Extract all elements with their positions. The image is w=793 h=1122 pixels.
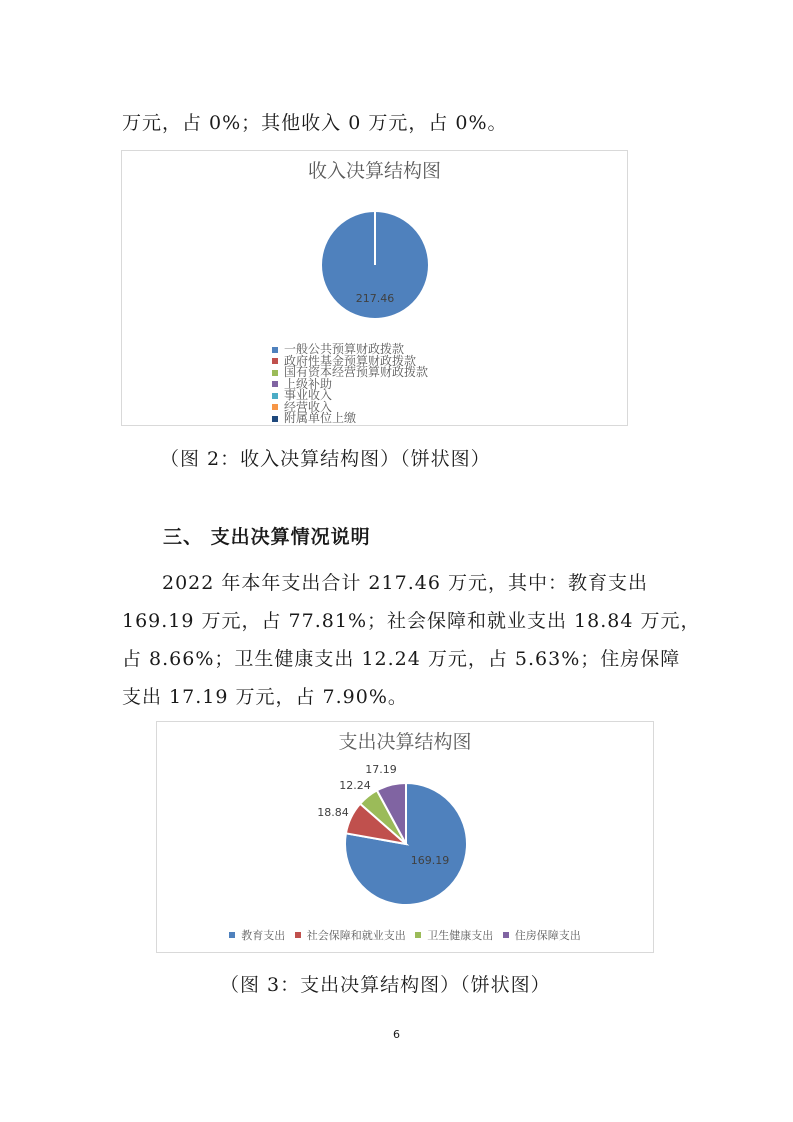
- pie-data-label: 169.19: [410, 854, 450, 867]
- income-legend: [272, 344, 428, 425]
- legend-swatch: [272, 370, 278, 376]
- legend-swatch: [503, 932, 509, 938]
- page-number: 6: [393, 1028, 400, 1041]
- legend-label: 社会保障和就业支出: [306, 929, 406, 942]
- legend-swatch: [272, 358, 278, 364]
- income-chart: [121, 150, 628, 426]
- pie-data-label: 17.19: [365, 763, 397, 776]
- legend-label: 一般公共预算财政拨款: [284, 342, 405, 356]
- expense-chart-title: 支出决算结构图: [338, 731, 472, 753]
- pie-data-label: 217.46: [355, 292, 395, 305]
- pie-data-label: 12.24: [339, 779, 371, 792]
- legend-swatch: [272, 347, 278, 353]
- legend-item: [229, 927, 285, 943]
- legend-label: 附属单位上缴: [284, 411, 357, 425]
- legend-item: [295, 927, 406, 943]
- income-chart-title: 收入决算结构图: [307, 160, 441, 182]
- legend-label: 住房保障支出: [514, 929, 581, 942]
- income-chart-caption: （图 2：收入决算结构图）（饼状图）: [160, 448, 491, 470]
- legend-swatch: [272, 416, 278, 422]
- expense-line: 2022 年本年支出合计 217.46 万元，其中：教育支出: [122, 572, 648, 594]
- legend-label: 教育支出: [241, 929, 286, 942]
- legend-item: [415, 927, 493, 943]
- legend-swatch: [229, 932, 235, 938]
- expense-chart: [156, 721, 654, 953]
- legend-item: [272, 413, 428, 425]
- legend-label: 经营收入: [284, 399, 333, 414]
- legend-label: 事业收入: [284, 388, 333, 402]
- expense-pie-svg: [157, 754, 653, 924]
- legend-swatch: [272, 393, 278, 399]
- legend-swatch: [415, 932, 421, 938]
- section-heading: 三、 支出决算情况说明: [163, 526, 371, 548]
- expense-line: 占 8.66%；卫生健康支出 12.24 万元，占 5.63%；住房保障: [122, 648, 681, 670]
- legend-label: 国有资本经营预算财政拨款: [284, 365, 429, 379]
- intro-line: 万元，占 0%；其他收入 0 万元，占 0%。: [122, 112, 508, 134]
- legend-label: 卫生健康支出: [427, 929, 494, 942]
- expense-legend: [157, 927, 653, 943]
- expense-line: 169.19 万元，占 77.81%；社会保障和就业支出 18.84 万元，: [122, 610, 701, 632]
- legend-item: [503, 927, 581, 943]
- pie-data-label: 18.84: [317, 806, 349, 819]
- expense-line: 支出 17.19 万元，占 7.90%。: [122, 686, 408, 708]
- legend-swatch: [272, 404, 278, 410]
- expense-chart-caption: （图 3：支出决算结构图）（饼状图）: [220, 974, 551, 996]
- legend-label: 上级补助: [284, 376, 333, 391]
- legend-swatch: [272, 381, 278, 387]
- legend-swatch: [295, 932, 301, 938]
- legend-label: 政府性基金预算财政拨款: [284, 353, 417, 368]
